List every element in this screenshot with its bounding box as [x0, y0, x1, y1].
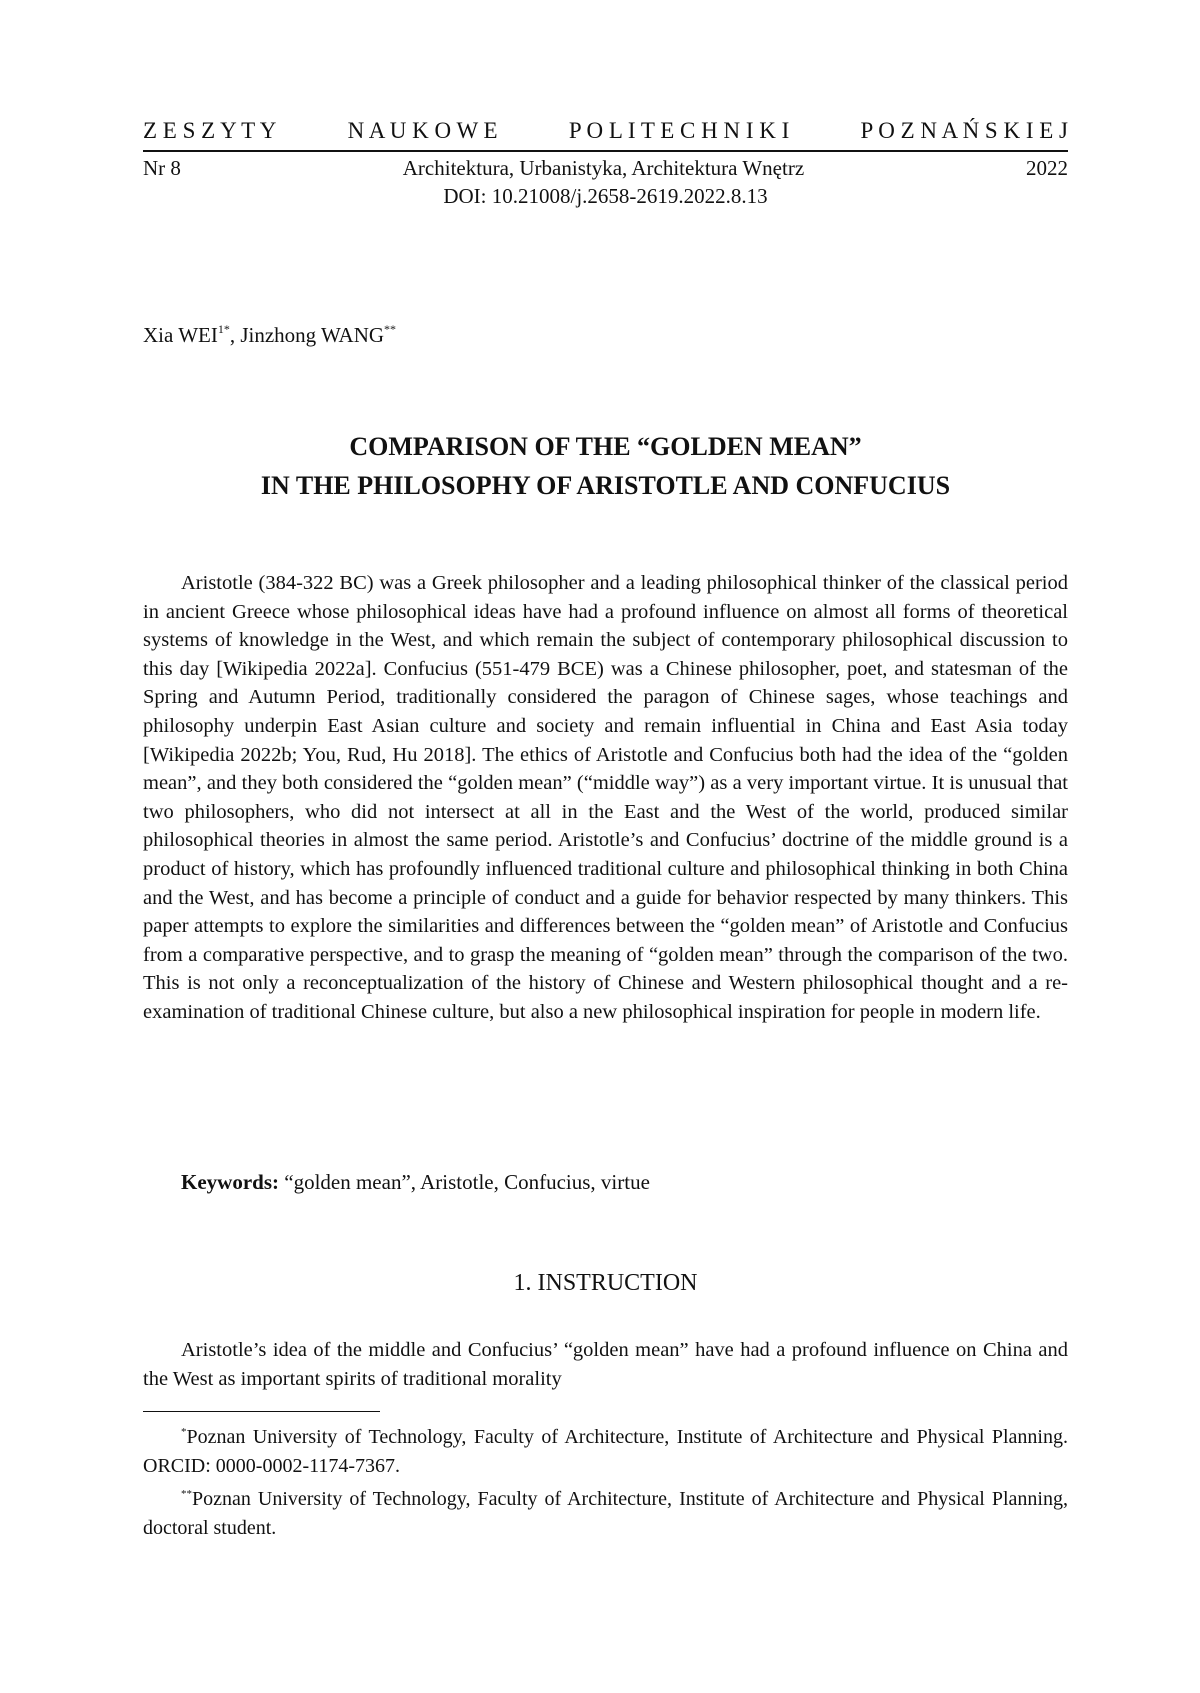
author-line: [143, 322, 396, 348]
footnote-1-text: Poznan University of Technology, Faculty of Architecture, Institute of Architecture and Physical Planning. ORCID: 0000-0002-1174-7367.: [143, 1426, 1068, 1477]
abstract: [143, 569, 1068, 1027]
keywords-label: Keywords:: [181, 1170, 279, 1194]
journal-title: [143, 118, 1068, 144]
author-separator: ,: [229, 323, 241, 347]
author-1-mark: 1*: [217, 322, 230, 336]
section-heading: 1. INSTRUCTION: [513, 1270, 698, 1296]
footnote-1: [143, 1418, 1068, 1480]
footnotes: [143, 1418, 1068, 1542]
journal-word-1: Z E S Z Y T Y: [143, 118, 277, 143]
title-line-1: COMPARISON OF THE “GOLDEN MEAN”: [349, 432, 862, 461]
issue-info-line: [143, 156, 1068, 181]
footnote-2: [143, 1480, 1068, 1542]
journal-word-3: P O L I T E C H N I K I: [568, 118, 790, 143]
keywords: [181, 1170, 650, 1195]
footnote-1-mark: *: [181, 1426, 187, 1438]
header-rule: [143, 150, 1068, 152]
footnote-2-mark: **: [181, 1488, 192, 1500]
paper-title: [143, 427, 1068, 505]
section-body: [143, 1336, 1068, 1393]
author-1: Xia WEI: [143, 323, 218, 347]
author-2-mark: **: [384, 322, 397, 336]
author-2: Jinzhong WANG: [240, 323, 385, 347]
footnote-2-text: Poznan University of Technology, Faculty of Architecture, Institute of Architecture and Physical Planning, doctoral student.: [143, 1488, 1068, 1539]
section-paragraph: Aristotle’s idea of the middle and Confucius’ “golden mean” have had a profound influence on China and the West as important spirits of traditional morality: [143, 1339, 1068, 1390]
title-line-2: IN THE PHILOSOPHY OF ARISTOTLE AND CONFUCIUS: [260, 471, 951, 500]
keywords-text: “golden mean”, Aristotle, Confucius, virtue: [279, 1170, 650, 1194]
doi: DOI: 10.21008/j.2658-2619.2022.8.13: [443, 184, 768, 208]
journal-word-2: N A U K O W E: [347, 118, 498, 143]
issue-year: 2022: [1026, 156, 1068, 180]
series-name: Architektura, Urbanistyka, Architektura Wnętrz: [402, 156, 805, 180]
issue-number: Nr 8: [143, 156, 181, 180]
footnote-rule: [143, 1411, 380, 1412]
abstract-text: Aristotle (384-322 BC) was a Greek philosopher and a leading philosophical thinker of the classical period in ancient Greece whose philosophical ideas have had a profound influence on almost all forms of theoretical systems of knowledge in the West, and which remain the subject of contemporary philosophical discussion to this day [Wikipedia 2022a]. Confucius (551-479 BCE) was a Chinese philosopher, poet, and statesman of the Spring and Autumn Period, traditionally considered the paragon of Chinese sages, whose teachings and philosophy underpin East Asian culture and society and remain influential in China and East Asia today [Wikipedia 2022b; You, Rud, Hu 2018]. The ethics of Aristotle and Confucius both had the idea of the “golden mean”, and they both considered the “golden mean” (“middle way”) as a very important virtue. It is unusual that two philosophers, who did not intersect at all in the East and the West of the world, produced similar philosophical theories in almost the same period. Aristotle’s and Confucius’ doctrine of the middle ground is a product of history, which has profoundly influenced traditional culture and philosophical thinking in both China and the West, and has become a principle of conduct and a guide for behavior respected by many thinkers. This paper attempts to explore the similarities and differences between the “golden mean” of Aristotle and Confucius from a comparative perspective, and to grasp the meaning of “golden mean” through the comparison of the two. This is not only a reconceptualization of the history of Chinese and Western philosophical thought and a re-examination of traditional Chinese culture, but also a new philosophical inspiration for people in modern life.: [143, 572, 1068, 1023]
journal-word-4: P O Z N A Ń S K I E J: [860, 118, 1068, 143]
